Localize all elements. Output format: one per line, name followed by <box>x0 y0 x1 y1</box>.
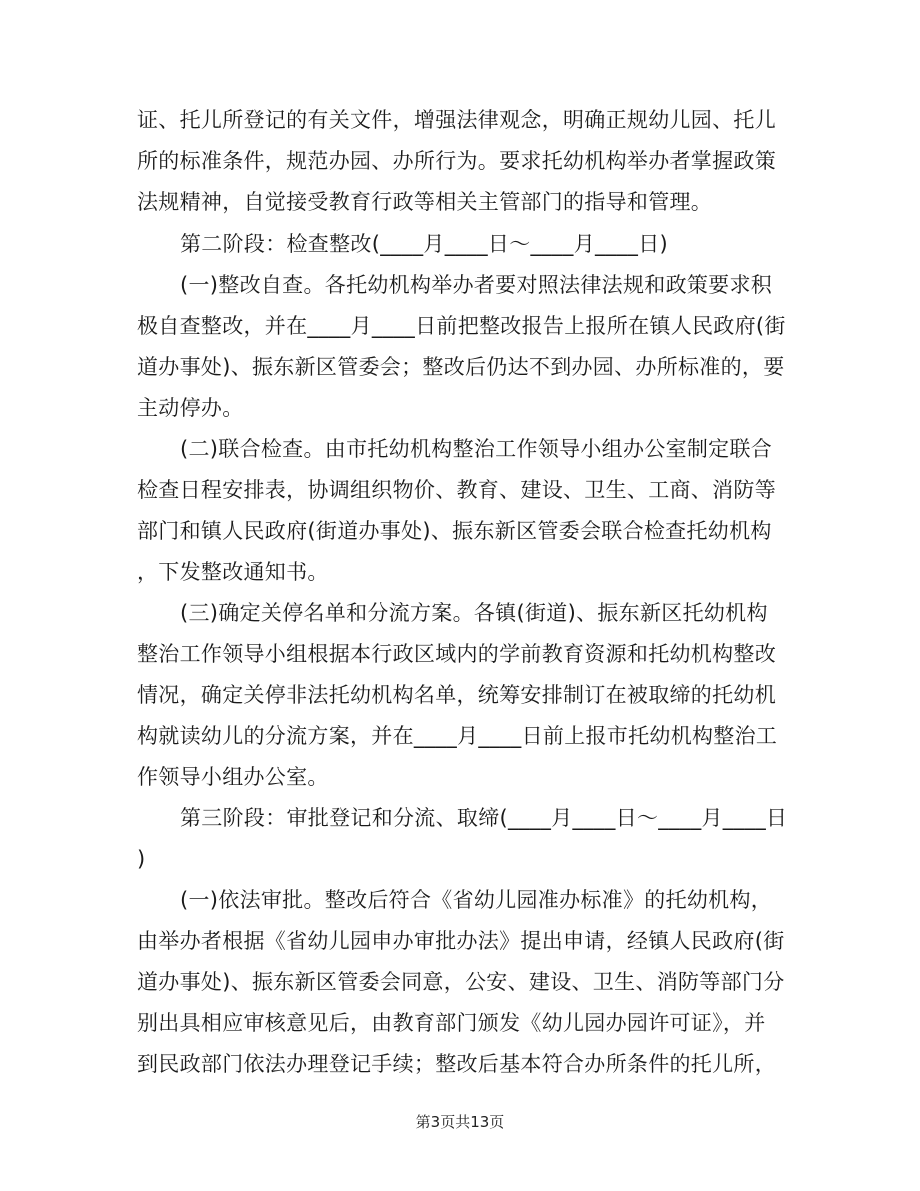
section-heading: 第二阶段：检查整改(____月____日～____月____日) <box>180 232 668 256</box>
text-line: 整治工作领导小组根据本行政区域内的学前教育资源和托幼机构整改 <box>137 642 776 666</box>
text-line: 道办事处)、振东新区管委会；整改后仍达不到办园、办所标准的，要 <box>137 355 785 379</box>
text-line: 主动停办。 <box>137 396 244 420</box>
text-line: 到民政部门依法办理登记手续；整改后基本符合办所条件的托儿所， <box>137 1052 776 1076</box>
text-line: ，下发整改通知书。 <box>137 560 329 584</box>
text-line: 由举办者根据《省幼儿园申办审批办法》提出申请，经镇人民政府(街 <box>137 929 785 953</box>
text-line: 别出具相应审核意见后，由教育部门颁发《幼儿园办园许可证》，并 <box>137 1011 766 1035</box>
text-line: 法规精神，自觉接受教育行政等相关主管部门的指导和管理。 <box>137 190 713 214</box>
text-line: (一)整改自查。各托幼机构举办者要对照法律法规和政策要求积 <box>180 273 773 297</box>
text-line: 情况，确定关停非法托幼机构名单，统筹安排制订在被取缔的托幼机 <box>137 683 776 707</box>
text-line: 道办事处)、振东新区管委会同意，公安、建设、卫生、消防等部门分 <box>137 970 785 994</box>
text-line: 所的标准条件，规范办园、办所行为。要求托幼机构举办者掌握政策 <box>137 149 776 173</box>
text-line: (一)依法审批。整改后符合《省幼儿园准办标准》的托幼机构， <box>180 888 773 912</box>
page-number-footer: 第3页共13页 <box>415 1113 505 1131</box>
text-line: (二)联合检查。由市托幼机构整治工作领导小组办公室制定联合 <box>180 437 773 461</box>
text-line: (三)确定关停名单和分流方案。各镇(街道)、振东新区托幼机构 <box>180 601 768 625</box>
text-line: 极自查整改，并在____月____日前把整改报告上报所在镇人民政府(街 <box>137 314 786 338</box>
text-line: 构就读幼儿的分流方案，并在____月____日前上报市托幼机构整治工 <box>137 724 778 748</box>
text-line: 部门和镇人民政府(街道办事处)、振东新区管委会联合检查托幼机构 <box>137 519 772 543</box>
section-heading: 第三阶段：审批登记和分流、取缔(____月____日～____月____日 <box>180 806 788 830</box>
text-line: 证、托儿所登记的有关文件，增强法律观念，明确正规幼儿园、托儿 <box>137 108 776 132</box>
text-line: ) <box>137 847 146 871</box>
text-line: 作领导小组办公室。 <box>137 765 329 789</box>
text-line: 检查日程安排表，协调组织物价、教育、建设、卫生、工商、消防等 <box>137 478 776 502</box>
